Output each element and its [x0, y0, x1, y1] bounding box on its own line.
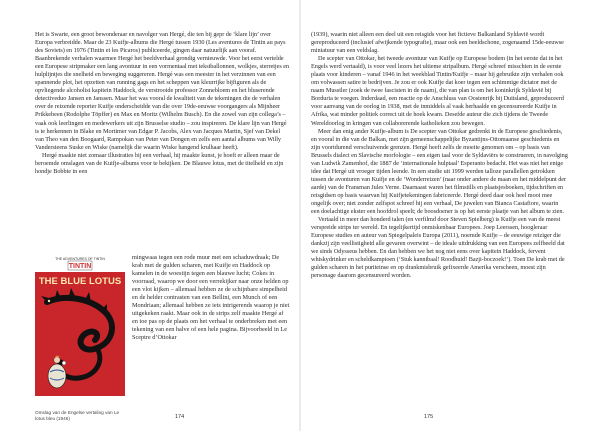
cover-caption: Omslag van de Engelse vertaling van Le lotus bleu (1946)	[35, 410, 120, 421]
left-page-number: 174	[175, 414, 185, 420]
paragraph: Meer dan enig ander Kuifje-album is De scepter van Ottokar gedrenkt in de Europese geschiedenis, en vooral in die van de Balkan, met zijn gemeenschappelijke Byzantijns-Ottomaanse geschiedenis en zijn voortdurend verschuivende grenzen. Hergé heeft zelfs de moeite genomen om – op basis van Brussels dialect en Slavische morfologie – een eigen taal voor de Syldaviërs te construeren, in navolging van Ludwik Zamenhof, die 1887 de ‘internationale hulptaal’ Esperanto bedacht. Het was niet het enige idee dat Hergé uit vroeger tijden leende. In een studie uit 1999 werden talloze parallellen getrokken tussen de avonturen van Kuifje en de ‘Wonderreizen’ (naar onder andere de maan en het middelpunt der aarde) van de Fransman Jules Verne. Daarnaast waren het filmstills en plaatsjesboeken, tijdschriften en reisgidsen op basis waarvan hij Kuifjetekeningen fabriceerde. Hergé deed daar ook heel mooi mee ongelijk over; niet zonder zelfspot schreef hij een verhaal, De juwelen van Bianca Castafiore, waarin een doelachtige ekster een hoofdrol speelt; de boosdoener is op het eerste plaatje van het album te zien.	[311, 127, 568, 216]
paragraph: Het is Swarte, een groot bewonderaar en navolger van Hergé, die ten bij gepr de ‘klare lijn’ over Europa verbreidde. Maar de 23 Kuifje-albums die Hergé tussen 1930 (Les aventures de Tintin au pays des Soviets) en 1976 (Tintin et les Picaros) publiceerde, gingen daar natuurlijk aan vooraf. Baanbrekende verhalen waarmee Hergé het beeldverhaal grondig vernieuwde. Voor het eerst vertelde een Europese stripmaker een lang avontuur in een vormentaal met tekstballonnen, wolkjes, sterretjes en hulplijntjes die snelheid en beweging suggereren. Hergé was een meester in het verzinnen van een spannende plot, het opzetten van running gags en het scheppen van kleurrijke bijfiguren als de opvliegende alcoholist kapitein Haddock, de verstrooide professor Zonnebloem en het bluserende detectiveduo Jansen en Janssen. Maar het was vooral de kwaliteit van de tekeningen die de verhalen over de reizende reporter Kuifje onderscheidde van die over 19de-eeuwse voorgangers als Mijnheer Prikkebeen (Rodolphe Töpffer) en Max en Moritz (Wilhelm Busch). En die zowel van zijn collega’s – vaak ook leerlingen en medewerkers uit zijn Brusselse studio – zou inspireren. De klare lijn van Hergé is te herkennen in Blake en Mortimer van Edgar P. Jacobs, Alex van Jacques Martin, Sjef van Dekel van Theo van den Boogaard, Rampokan van Peter van Dongen en zelfs een aantal albums van Willy Vandersteens Suske en Wiske (namelijk die waarin Wiske hangend krulhaar heeft).	[35, 31, 290, 151]
cover-title: THE BLUE LOTUS	[38, 276, 122, 287]
paragraph: (1939), waarin niet alleen een deel uit een reisgids voor het fictieve Balkanland Syldavië wordt gereproduceerd (inclusief afwijkende typografie), maar ook een beeldschone, zogenaamd 15de-eeuwse miniatuur van een veldslag.	[311, 31, 564, 55]
cover-series-label: THE ADVENTURES OF TINTIN	[55, 257, 105, 261]
svg-text:TINTIN: TINTIN	[68, 263, 92, 270]
book-gutter	[299, 0, 301, 431]
paragraph: Hergé maakte niet zomaar illustraties bij een verhaal, hij maakte kunst, je hoeft er alleen maar de beroemde omslagen van de Kuifje-albums voor te bekijken. De Blauwe lotus, met de titelheld en zijn hondje Bobbie in een	[35, 151, 284, 175]
paragraph: mingwaas tegen een rode muur met een schaduwdraak; De krab met de gulden scharen, met Kuifje en Haddock op kamelen in de woestijn tegen een blauwe lucht; Cokes in voorraad, waarop we door een verrekijker naar onze helden op een vlot kijken – allemaal hebben ze de schijnbare simpelheid en de helder contrasten van een Bellini, een Munch of een Mondriaan; allemaal hebben ze iets intrigerends waarop je niet uitgekeken raakt. Maar ook in de strips zelf maakte Hergé af en toe pas op de plaats om het verhaal te onderbreken met een tekening van een halve of een hele pagina. Bijvoorbeeld in Le Sceptre d’Ottokar	[132, 254, 290, 342]
paragraph: De scepter van Ottokar, het tweede avontuur van Kuifje op Europese bodem (in het eerste dat in het Engels werd vertaald), is voor veel lezers het ultieme stripalbum. Hergé schreef misschien in de eerste plaats voor kinderen – vanaf 1946 in het weekblad Tintin/Kuifje – maar hij gebruikte zijn verhalen ook om volwassen satire te bedrijven. Je zou er ook Kuifje dat koer tegen een schimmige dictator met de naam Musstler (zoek de twee fascisten in de naam), die van plan is om het koninkrijk Syldavië bij Borduria te voegen. Inderdaad, een reactie op de Anschluss van Oostenrijk bij Duitsland, geproduceerd voor aanvang van de oorlog in 1938, met de inmiddels al vaak herhaalde en gecensureerde Kuifje in Afrika, wat minder politiek correct uit de hoek kwam. Desefde auteur die zich tijdens de Tweede Wereldoorlog in kringen van collaborerende katholieken zou bewegen.	[311, 55, 564, 127]
left-page-wrap-text	[132, 254, 290, 343]
paragraph: Vertaald in meer dan honderd talen (en verfilmd door Steven Spielberg) is Kuifje een van de meest verspreide strips ter wereld. En tegelijkertijd onmiskenbaar Europees. Joep Leerssen, hoogleraar Europese studies en auteur van Spiegelpaleis Europa (2011), noemde Kuifje – de eeuwige reiziger die dankzij zijn veellistigheid alle gevaren overwint – de ideale uitdrukking van een Europees zelfbeeld dat we sinds Odysseus hebben. En dan hebben we het nog niet eens over kapitein Haddock, fervent whiskydrinker en scheldkampioen (‘Stuk kannibaal! Roodhuid! Bazji-boczoek!’). Toen De krab met de gulden scharen in het puriteinse en op drankmisbruik gefixeerde Amerika verscheen, moest zijn personage daarom gecensureerd worden.	[311, 216, 565, 280]
right-page-number: 175	[424, 414, 434, 420]
tintin-logo-icon	[45, 254, 115, 274]
right-page-text	[311, 31, 568, 280]
cover-header	[35, 252, 125, 274]
blue-lotus-cover-image	[35, 252, 125, 411]
dragon-illustration-icon	[35, 272, 125, 396]
cover-art	[35, 272, 125, 396]
left-page-text	[35, 31, 290, 176]
